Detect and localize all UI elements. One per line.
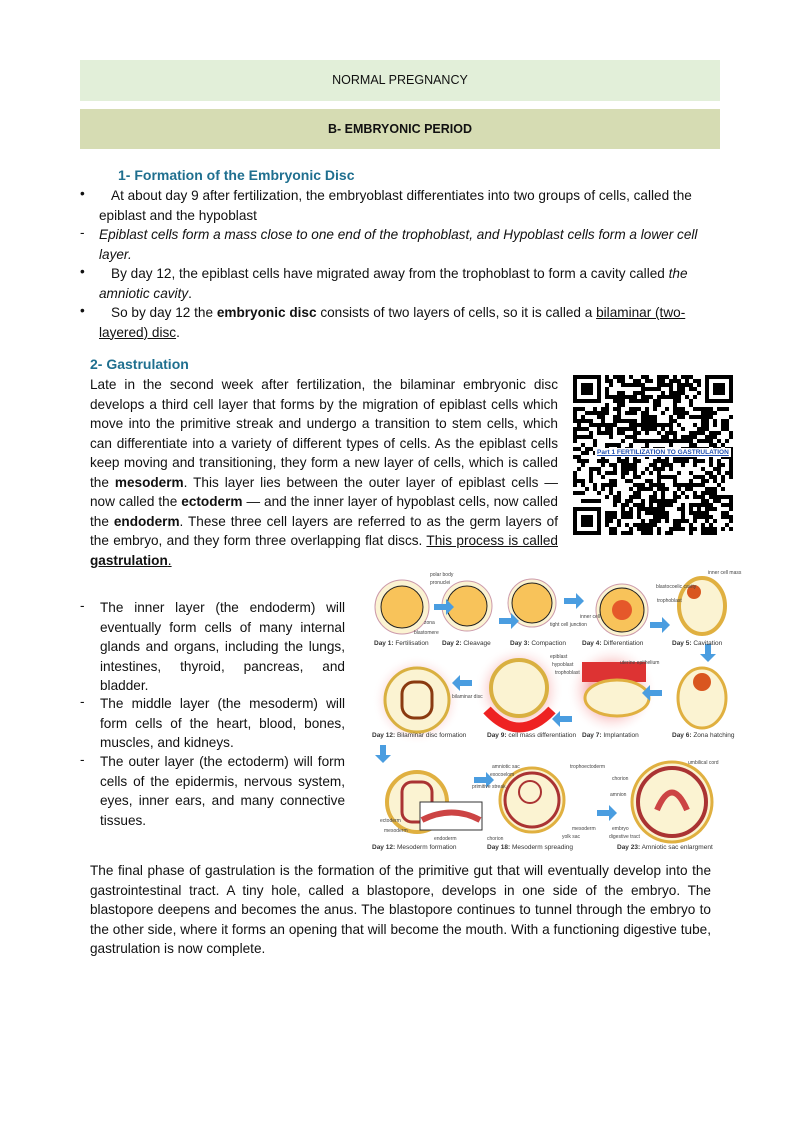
paragraph-b3 xyxy=(99,303,719,342)
caption-day: Day 6: xyxy=(672,732,692,739)
figure-label: blastomere xyxy=(414,630,439,636)
figure-caption xyxy=(487,844,573,851)
qr-caption: Part 1 FERTILIZATION TO GASTRULATION xyxy=(597,449,729,456)
caption-day: Day 3: xyxy=(510,640,530,647)
figure-label: endoderm xyxy=(434,836,457,842)
dash-icon: - xyxy=(80,694,85,709)
figure-label: blastocoelic cavity xyxy=(656,584,697,590)
caption-day: Day 12: xyxy=(372,844,396,851)
figure-label: amnion xyxy=(610,792,627,798)
caption-text: cell mass differentiation xyxy=(508,732,577,739)
figure-label: epiblast xyxy=(550,654,568,660)
figure-label: bilaminar disc xyxy=(452,694,483,700)
figure-label: exocoelom xyxy=(490,772,515,778)
caption-text: Amniotic sac enlargment xyxy=(641,844,713,851)
figure-label: inner cell xyxy=(580,614,601,620)
text: — and the inner layer of hypoblast cells, now called the xyxy=(90,494,558,529)
row3-stages xyxy=(387,762,712,842)
caption-text: Differentiation xyxy=(603,640,644,647)
caption-day: Day 23: xyxy=(617,844,641,851)
figure-caption xyxy=(374,640,429,647)
figure-label: umbilical cord xyxy=(688,760,719,766)
paragraph-gastrulation: Late in the second week after fertilization, the bilaminar embryonic disc develops a third cell layer that forms by the migration of epiblast cells which move into the primitive streak and undergo a transition to stem cells, which can differentiate into a variety of different types of cells. As the epiblast cells keep moving and transitioning, they form a new layer of cells, which is called the mesoderm. This layer lies between the outer layer of epiblast cells — now called the ectoderm — and the inner layer of hypoblast cells, now called the endoderm. These three cell layers are referred to as the germ layers of the embryo, and they form three overlapping flat discs. This process is called gastrulation. xyxy=(90,377,558,568)
figure-caption xyxy=(442,640,491,647)
text: So by day 12 the xyxy=(111,305,217,320)
term-bilaminar-disc: bilaminar (two-layered) disc xyxy=(99,305,686,340)
figure-label: trophoblast xyxy=(555,670,580,676)
figure-label: primitive streak xyxy=(472,784,506,790)
document-title: NORMAL PREGNANCY xyxy=(80,60,720,101)
text: . xyxy=(176,324,180,340)
figure-label: embryo xyxy=(612,826,629,832)
figure-label: pronuclei xyxy=(430,580,451,586)
figure-caption xyxy=(510,640,566,647)
figure-label: uterine epithelium xyxy=(620,660,660,666)
caption-text: Cavitation xyxy=(693,640,723,647)
caption-text: Mesoderm spreading xyxy=(511,844,573,851)
text: Late in the second week after fertilization, the bilaminar embryonic disc develops a third cell layer that forms by the migration of epiblast cells which move into the primitive streak and undergo a transition to stem cells, which can differentiate into a variety of different types of cells. As the epiblast cells keep moving and transitioning, they form a new layer of cells, which is called the xyxy=(90,377,558,490)
caption-text: Mesoderm formation xyxy=(396,844,457,851)
list-item-endoderm: The inner layer (the endoderm) will eventually form cells of many internal glands and organs, including the lungs, intestines, thyroid, pancreas, and bladder. xyxy=(100,600,345,693)
caption-day: Day 7: xyxy=(582,732,602,739)
figure-caption xyxy=(582,640,643,647)
caption-day: Day 2: xyxy=(442,640,462,647)
figure-label: trophoectoderm xyxy=(570,764,606,770)
text: consists of two layers of cells, so it is called a xyxy=(316,305,597,320)
text: . These three cell layers are referred to as the germ layers of the embryo, and they form three overlapping flat discs. xyxy=(90,513,558,548)
term-embryonic-disc: embryonic disc xyxy=(216,305,317,320)
caption-text: Fertilisation xyxy=(395,640,429,647)
caption-day: Day 1: xyxy=(374,640,394,647)
figure-label: amniotic sac xyxy=(492,764,520,770)
figure-caption xyxy=(487,732,576,739)
figure-label: digestive tract xyxy=(609,834,640,840)
figure-label: mesoderm xyxy=(384,828,408,834)
paragraph-b2: By day 12, the epiblast cells have migrated away from the trophoblast to form a cavity called the amniotic cavity. xyxy=(99,266,688,301)
figure-caption xyxy=(617,844,713,851)
paragraph-b1: At about day 9 after fertilization, the embryoblast differentiates into two groups of cells, called the epiblast and the hypoblast xyxy=(99,188,692,223)
qr-code[interactable] xyxy=(573,375,733,535)
figure-label: hypoblast xyxy=(552,662,574,668)
caption-text: Compaction xyxy=(531,640,567,647)
caption-day: Day 5: xyxy=(672,640,692,647)
figure-label: chorion xyxy=(487,836,504,842)
figure-label: yolk sac xyxy=(562,834,581,840)
caption-text: Implantation xyxy=(603,732,639,739)
bullet-icon: • xyxy=(80,186,85,201)
figure-label: polar body xyxy=(430,572,454,578)
figure-label: mesoderm xyxy=(572,826,596,832)
text: This process is called xyxy=(426,533,558,548)
text: . This layer lies between the outer layer of epiblast cells — now called the xyxy=(90,474,558,509)
paragraph-d1: Epiblast cells form a mass close to one end of the trophoblast, and Hypoblast cells form a lower cell layer. xyxy=(99,227,698,262)
term-endoderm: endoderm xyxy=(113,513,180,529)
caption-text: Bilaminar disc formation xyxy=(396,732,467,739)
heading-gastrulation: 2- Gastrulation xyxy=(90,356,189,372)
figure-caption xyxy=(372,732,466,739)
figure-caption xyxy=(372,844,457,851)
figure-caption xyxy=(672,640,722,647)
term-amniotic-cavity: the amniotic cavity xyxy=(99,266,688,301)
text: By day 12, the epiblast cells have migrated away from the trophoblast to form a cavity called xyxy=(111,266,669,281)
figure-label: inner cell mass xyxy=(708,570,742,576)
paragraph-final-phase: The final phase of gastrulation is the formation of the primitive gut that will eventually develop into the gastrointestinal tract. A tiny hole, called a blastopore, develops in one side of the embryo. The blastopore deepens and becomes the anus. The blastopore continues to tunnel through the embryo to the other side, where it forms an opening that will become the mouth. With a functioning digestive tube, gastrulation is now complete. xyxy=(90,863,711,956)
figure-label: tight cell junction xyxy=(550,622,587,628)
caption-day: Day 9: xyxy=(487,732,507,739)
bullet-icon: • xyxy=(80,303,85,318)
term-gastrulation: gastrulation xyxy=(90,552,168,568)
heading-embryonic-disc: 1- Formation of the Embryonic Disc xyxy=(118,167,355,183)
figure-caption xyxy=(672,732,735,739)
dash-icon: - xyxy=(80,598,85,613)
figure-label: zona xyxy=(424,620,435,626)
term-ectoderm: ectoderm xyxy=(181,494,243,509)
list-item-mesoderm: The middle layer (the mesoderm) will form cells of the heart, blood, bones, muscles, and kidneys. xyxy=(100,696,345,750)
embryo-development-figure xyxy=(372,570,742,855)
row2-stages xyxy=(372,645,726,745)
list-item-ectoderm: The outer layer (the ectoderm) will form cells of the epidermis, nervous system, eyes, inner ears, and many connective tissues. xyxy=(100,754,345,828)
section-banner: B- EMBRYONIC PERIOD xyxy=(80,109,720,149)
caption-day: Day 4: xyxy=(582,640,602,647)
caption-day: Day 18: xyxy=(487,844,511,851)
term-mesoderm: mesoderm xyxy=(114,474,184,490)
bullet-icon: • xyxy=(80,264,85,279)
caption-day: Day 12: xyxy=(372,732,396,739)
caption-text: Cleavage xyxy=(463,640,491,647)
dash-icon: - xyxy=(80,752,85,767)
figure-label: ectoderm xyxy=(380,818,401,824)
embryo-diagrams xyxy=(372,570,728,855)
figure-label: chorion xyxy=(612,776,629,782)
figure-label: trophoblast xyxy=(657,598,682,604)
dash-icon: - xyxy=(80,225,85,240)
caption-text: Zona hatching xyxy=(693,732,735,739)
figure-caption xyxy=(582,732,639,739)
